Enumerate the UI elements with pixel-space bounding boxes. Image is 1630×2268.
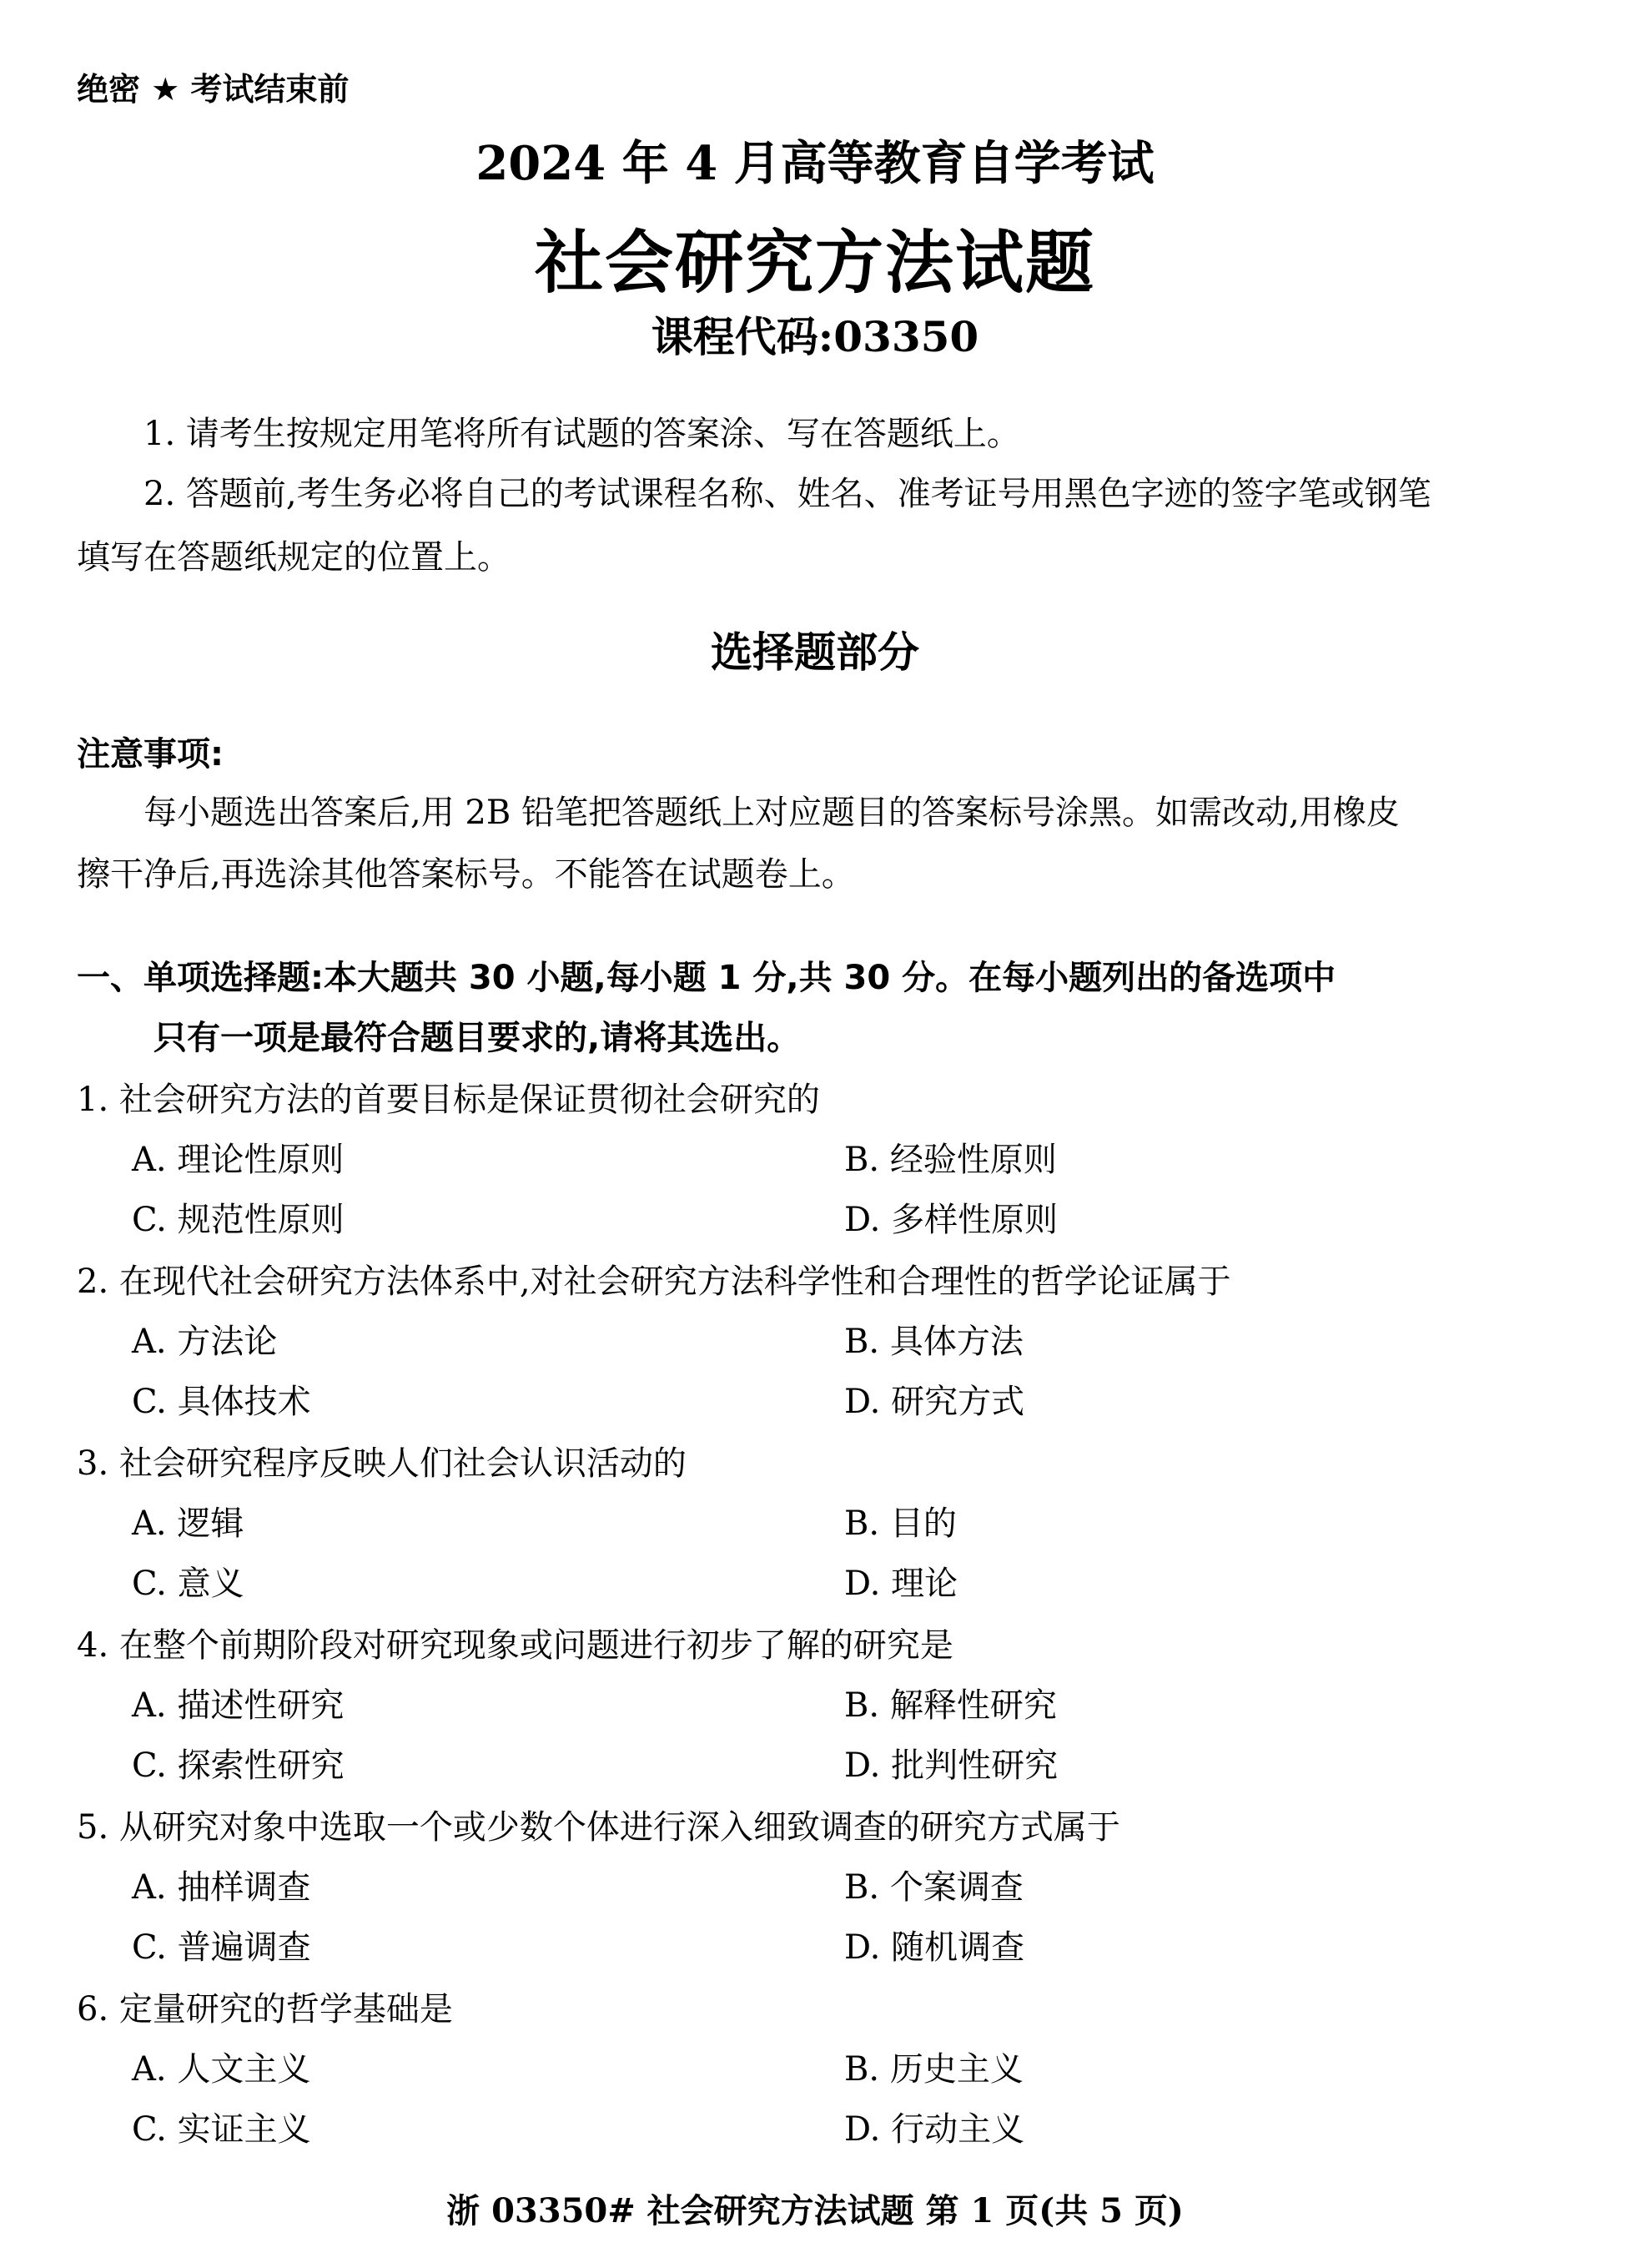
page-footer: 浙 03350# 社会研究方法试题 第 1 页(共 5 页) xyxy=(446,2191,1184,2230)
notice-line-2: 擦干净后,再选涂其他答案标号。不能答在试题卷上。 xyxy=(77,855,855,894)
option-a: A. 方法论 xyxy=(132,1323,278,1361)
option-c: C. 意义 xyxy=(132,1565,244,1603)
option-a: A. 逻辑 xyxy=(132,1504,244,1543)
option-a: A. 理论性原则 xyxy=(132,1141,345,1179)
option-b: B. 解释性研究 xyxy=(844,1686,1057,1725)
option-a: A. 人文主义 xyxy=(132,2050,311,2089)
instruction-2-cont: 填写在答题纸规定的位置上。 xyxy=(77,538,511,577)
option-b: B. 历史主义 xyxy=(844,2050,1024,2089)
option-d: D. 随机调查 xyxy=(844,1928,1025,1967)
instruction-2: 2. 答题前,考生务必将自己的考试课程名称、姓名、准考证号用黑色字迹的签字笔或钢笔 xyxy=(143,475,1431,513)
part-one-head-line-1: 一、单项选择题:本大题共 30 小题,每小题 1 分,共 30 分。在每小题列出的备选项中 xyxy=(77,959,1336,997)
notice-head: 注意事项: xyxy=(77,735,224,774)
exam-line: 2024 年 4 月高等教育自学考试 xyxy=(475,136,1155,191)
section-title: 选择题部分 xyxy=(711,627,919,677)
part-one-head-line-2: 只有一项是最符合题目要求的,请将其选出。 xyxy=(153,1019,801,1057)
option-c: C. 探索性研究 xyxy=(132,1746,345,1785)
option-b: B. 目的 xyxy=(844,1504,957,1543)
option-c: C. 规范性原则 xyxy=(132,1201,345,1239)
option-d: D. 理论 xyxy=(844,1565,958,1603)
question-stem: 6. 定量研究的哲学基础是 xyxy=(77,1990,453,2029)
option-c: C. 实证主义 xyxy=(132,2110,311,2149)
option-b: B. 具体方法 xyxy=(844,1323,1024,1361)
option-c: C. 普遍调查 xyxy=(132,1928,311,1967)
option-d: D. 多样性原则 xyxy=(844,1201,1059,1239)
option-d: D. 批判性研究 xyxy=(844,1746,1059,1785)
option-c: C. 具体技术 xyxy=(132,1383,311,1421)
question-stem: 3. 社会研究程序反映人们社会认识活动的 xyxy=(77,1444,687,1483)
question-stem: 5. 从研究对象中选取一个或少数个体进行深入细致调查的研究方式属于 xyxy=(77,1808,1120,1847)
option-a: A. 抽样调查 xyxy=(132,1868,311,1907)
option-b: B. 经验性原则 xyxy=(844,1141,1057,1179)
option-b: B. 个案调查 xyxy=(844,1868,1024,1907)
course-code: 课程代码:03350 xyxy=(651,312,979,361)
question-stem: 1. 社会研究方法的首要目标是保证贯彻社会研究的 xyxy=(77,1081,820,1119)
instruction-1: 1. 请考生按规定用笔将所有试题的答案涂、写在答题纸上。 xyxy=(143,415,1020,453)
secret-mark: 绝密 ★ 考试结束前 xyxy=(77,71,350,108)
notice-line-1: 每小题选出答案后,用 2B 铅笔把答题纸上对应题目的答案标号涂黑。如需改动,用橡皮 xyxy=(143,794,1400,832)
question-stem: 4. 在整个前期阶段对研究现象或问题进行初步了解的研究是 xyxy=(77,1626,953,1665)
option-d: D. 研究方式 xyxy=(844,1383,1025,1421)
option-a: A. 描述性研究 xyxy=(132,1686,345,1725)
question-stem: 2. 在现代社会研究方法体系中,对社会研究方法科学性和合理性的哲学论证属于 xyxy=(77,1263,1231,1301)
option-d: D. 行动主义 xyxy=(844,2110,1025,2149)
page-title: 社会研究方法试题 xyxy=(534,223,1095,303)
